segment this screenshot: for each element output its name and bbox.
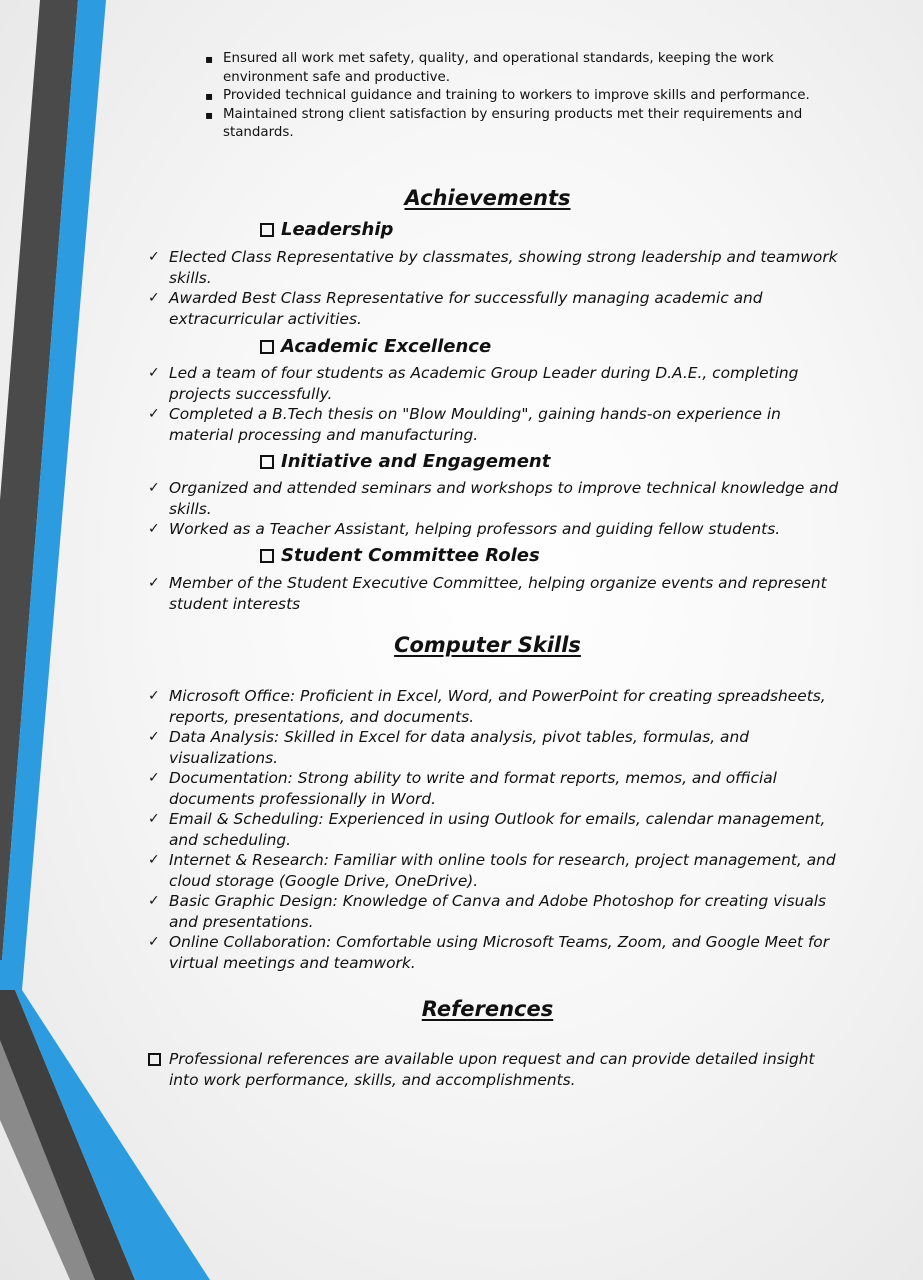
subheading-label: Leadership (281, 219, 394, 240)
subheading-label: Initiative and Engagement (281, 451, 551, 472)
list-item: ✓ Email & Scheduling: Experienced in using Outlook for emails, calendar management, and scheduling. (148, 810, 826, 849)
computer-skills-list (148, 686, 848, 973)
checkmark-icon: ✓ (148, 729, 160, 745)
list-item: ✓ Internet & Research: Familiar with online tools for research, project management, and cloud storage (Google Drive, OneDrive). (148, 851, 836, 890)
academic-list (148, 363, 848, 445)
subheading-label: Academic Excellence (281, 336, 492, 357)
checkmark-icon: ✓ (148, 365, 160, 381)
checkmark-icon: ✓ (148, 480, 160, 496)
achievements-title: Achievements (404, 186, 571, 210)
initiative-heading (260, 451, 550, 472)
checkmark-icon: ✓ (148, 893, 160, 909)
checkbox-icon (260, 340, 274, 354)
checkbox-icon (260, 455, 274, 469)
list-item: Professional references are available upon request and can provide detailed insight into work performance, skills, and accomplishments. (148, 1049, 848, 1090)
checkmark-icon: ✓ (148, 290, 160, 306)
checkmark-icon: ✓ (148, 406, 160, 422)
list-item: ✓ Basic Graphic Design: Knowledge of Canva and Adobe Photoshop for creating visuals and presentations. (148, 892, 827, 931)
references-title: References (421, 997, 554, 1021)
experience-bullets (205, 50, 845, 143)
checkmark-icon: ✓ (148, 249, 160, 265)
dark-stripe-upper (0, 0, 78, 960)
list-item: ▪ Provided technical guidance and training to workers to improve skills and performance. (205, 87, 845, 106)
checkbox-icon (260, 223, 274, 237)
list-item: ✓ Led a team of four students as Academic Group Leader during D.A.E., completing projects successfully. (148, 364, 799, 403)
list-item: ▪ Maintained strong client satisfaction by ensuring products met their requirements and standards. (205, 106, 845, 143)
checkmark-icon: ✓ (148, 575, 160, 591)
academic-heading (260, 336, 491, 357)
list-item: ✓ Microsoft Office: Proficient in Excel, Word, and PowerPoint for creating spreadsheets, reports, presentations, and documents. (148, 687, 826, 726)
leadership-heading (260, 219, 393, 240)
subheading-label: Student Committee Roles (281, 545, 540, 566)
checkbox-icon (148, 1053, 161, 1066)
list-item: ✓ Member of the Student Executive Committee, helping organize events and represent student interests (148, 574, 827, 613)
list-item: ✓ Documentation: Strong ability to write and format reports, memos, and official documents professionally in Word. (148, 769, 777, 808)
list-item: ✓ Organized and attended seminars and workshops to improve technical knowledge and skills. (148, 479, 839, 518)
checkmark-icon: ✓ (148, 688, 160, 704)
checkmark-icon: ✓ (148, 770, 160, 786)
list-item: ✓ Online Collaboration: Comfortable using Microsoft Teams, Zoom, and Google Meet for virtual meetings and teamwork. (148, 933, 830, 972)
checkmark-icon: ✓ (148, 811, 160, 827)
checkbox-icon (260, 549, 274, 563)
initiative-list (148, 478, 848, 540)
computer-skills-title: Computer Skills (394, 633, 581, 657)
leadership-list (148, 247, 848, 329)
list-item: ✓ Data Analysis: Skilled in Excel for data analysis, pivot tables, formulas, and visualizations. (148, 728, 749, 767)
checkmark-icon: ✓ (148, 934, 160, 950)
list-item: ✓ Worked as a Teacher Assistant, helping professors and guiding fellow students. (148, 520, 781, 538)
committee-heading (260, 545, 540, 566)
list-item: ✓ Elected Class Representative by classmates, showing strong leadership and teamwork skills. (148, 248, 838, 287)
list-item: ✓ Completed a B.Tech thesis on "Blow Moulding", gaining hands-on experience in material processing and manufacturing. (148, 405, 781, 444)
checkmark-icon: ✓ (148, 521, 160, 537)
committee-list (148, 573, 848, 614)
checkmark-icon: ✓ (148, 852, 160, 868)
list-item: ▪ Ensured all work met safety, quality, and operational standards, keeping the work environment safe and productive. (205, 50, 845, 87)
references-list (148, 1049, 848, 1090)
list-item: ✓ Awarded Best Class Representative for successfully managing academic and extracurricular activities. (148, 289, 763, 328)
